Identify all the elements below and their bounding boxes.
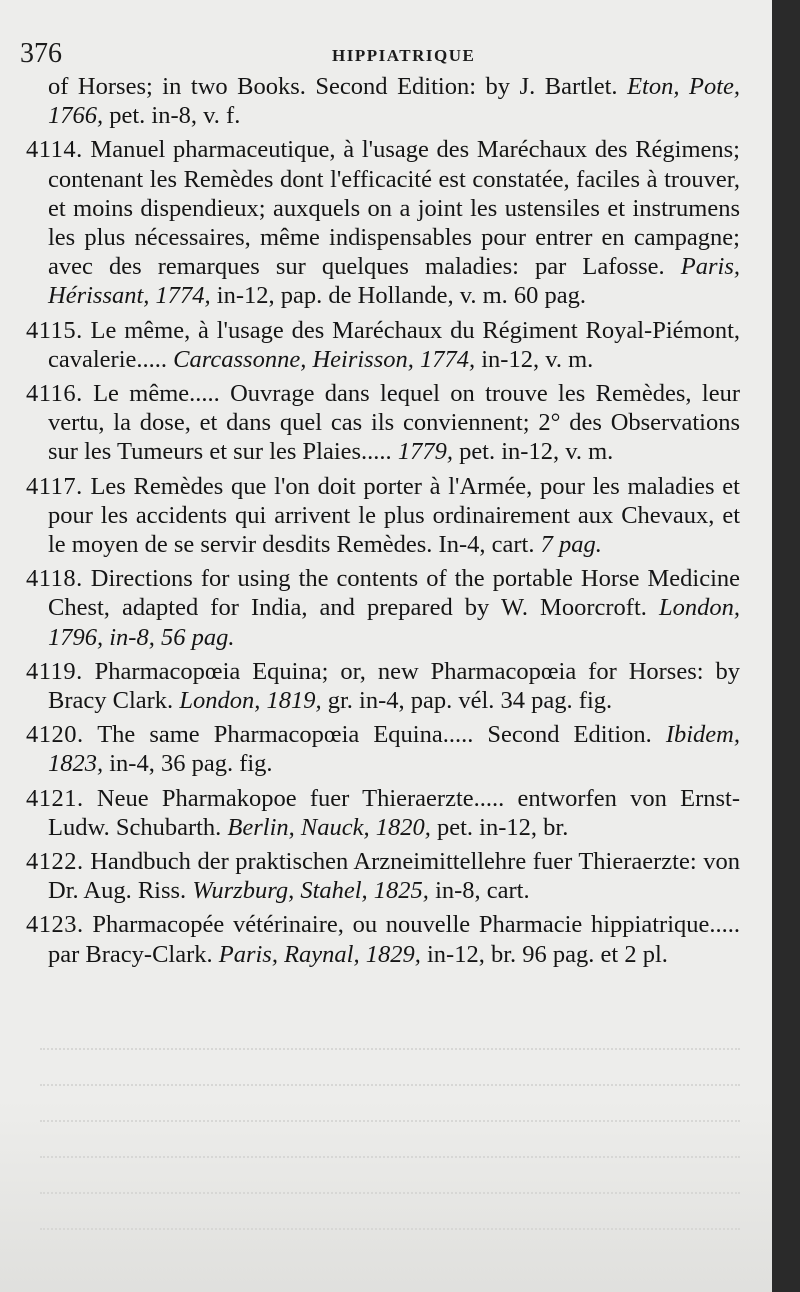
entry-imprint: London, 1796, in-8, 56 pag. (48, 594, 740, 651)
entry-text: The same Pharmacopœia Equina..... Second Edition. (83, 721, 666, 749)
entry-imprint: 1779, (397, 438, 453, 466)
show-through-bleed (40, 1020, 740, 1240)
entry-number: 4116. (26, 380, 83, 408)
entry-text: Neue Pharmakopoe fuer Thieraerzte..... entworfen von Ernst-Ludw. Schubarth. (48, 784, 740, 841)
entry-tail: in-4, 36 pag. fig. (103, 750, 273, 778)
entry-number: 4118. (26, 565, 83, 593)
entry-text: Le même..... Ouvrage dans lequel on trouve les Remèdes, leur vertu, la dose, et dans quel cas ils conviennent; 2° des Observations sur les Tumeurs et sur les Plaies..... (48, 380, 740, 466)
entry-tail: pet. in-12, br. (430, 813, 569, 841)
entry-imprint: Eton, Pote, 1766, (48, 73, 741, 130)
entry-tail: in-8, cart. (428, 877, 530, 905)
entry-number: 4123. (26, 911, 84, 939)
catalog-entry-4123 (26, 910, 740, 968)
entry-imprint: Paris, Raynal, 1829, (218, 940, 421, 968)
catalog-entry-4114 (26, 135, 740, 310)
entry-text: Pharmacopœia Equina; or, new Pharmacopœia for Horses: by Bracy Clark. (48, 657, 740, 715)
entry-number: 4119. (26, 657, 83, 685)
entry-text: Handbuch der praktischen Arzneimittellehre fuer Thieraerzte: von Dr. Aug. Riss. (48, 848, 740, 905)
catalog-entry-4115 (26, 316, 740, 374)
catalog-entry-4122 (26, 847, 740, 905)
entry-text: Le même, à l'usage des Maréchaux du Régiment Royal-Piémont, cavalerie..... (48, 316, 740, 373)
catalog-entry-4120 (26, 720, 740, 778)
catalog-entry-4118 (26, 564, 740, 652)
catalog-entry-4116 (26, 379, 740, 467)
entry-text: Pharmacopée vétérinaire, ou nouvelle Pharmacie hippiatrique..... par Bracy-Clark. (48, 911, 740, 968)
catalog-entry-continued (26, 72, 740, 130)
entry-imprint: Paris, Hérissant, 1774, (48, 253, 740, 310)
entry-tail: in-12, v. m. (475, 345, 594, 373)
entry-tail: gr. in-4, pap. vél. 34 pag. fig. (321, 687, 613, 715)
entry-text: Manuel pharmaceutique, à l'usage des Maréchaux des Régimens; contenant les Remèdes dont l'efficacité est constatée, faciles à trouver, et moins dispendieux; auxquels on a joint les ustensiles et instrumens les plus nécessaires, même indispensables pour entrer en campagne; avec des remarques sur quelques maladies: par Lafosse. (48, 136, 740, 281)
catalog-entry-4117 (26, 472, 740, 560)
entry-tail: in-12, br. 96 pag. et 2 pl. (420, 940, 668, 968)
page-header (20, 38, 750, 74)
entry-number: 4120. (26, 721, 84, 749)
page-number: 376 (20, 38, 62, 69)
catalog-entry-4119 (26, 657, 740, 715)
entry-text: of Horses; in two Books. Second Edition: by J. Bartlet. (48, 73, 628, 100)
entry-imprint: 7 pag. (540, 531, 602, 559)
entry-tail: pet. in-12, v. m. (452, 438, 614, 466)
entry-imprint: London, 1819, (179, 687, 322, 715)
catalog-entry-4121 (26, 784, 740, 842)
entry-imprint: Carcassonne, Heirisson, 1774, (173, 345, 476, 373)
catalog-text (26, 72, 740, 974)
entry-number: 4117. (26, 472, 83, 500)
entry-imprint: Wurzburg, Stahel, 1825, (192, 877, 429, 905)
entry-text: Directions for using the contents of the portable Horse Medicine Chest, adapted for India, and prepared by W. Moorcroft. (48, 565, 740, 622)
entry-number: 4121. (26, 784, 84, 812)
entry-number: 4115. (26, 316, 83, 344)
entry-number: 4114. (26, 136, 83, 164)
entry-text: Les Remèdes que l'on doit porter à l'Armée, pour les maladies et pour les accidents qui arrivent le plus ordinairement aux Chevaux, et le moyen de se servir desdits Remèdes. In-4, cart. (48, 472, 740, 559)
entry-imprint: Ibidem, 1823, (48, 721, 740, 778)
entry-imprint: Berlin, Nauck, 1820, (227, 813, 431, 841)
entry-number: 4122. (26, 848, 84, 876)
entry-tail: pet. in-8, v. f. (103, 102, 241, 130)
running-title: HIPPIATRIQUE (332, 46, 476, 65)
entry-tail: in-12, pap. de Hollande, v. m. 60 pag. (210, 282, 587, 310)
